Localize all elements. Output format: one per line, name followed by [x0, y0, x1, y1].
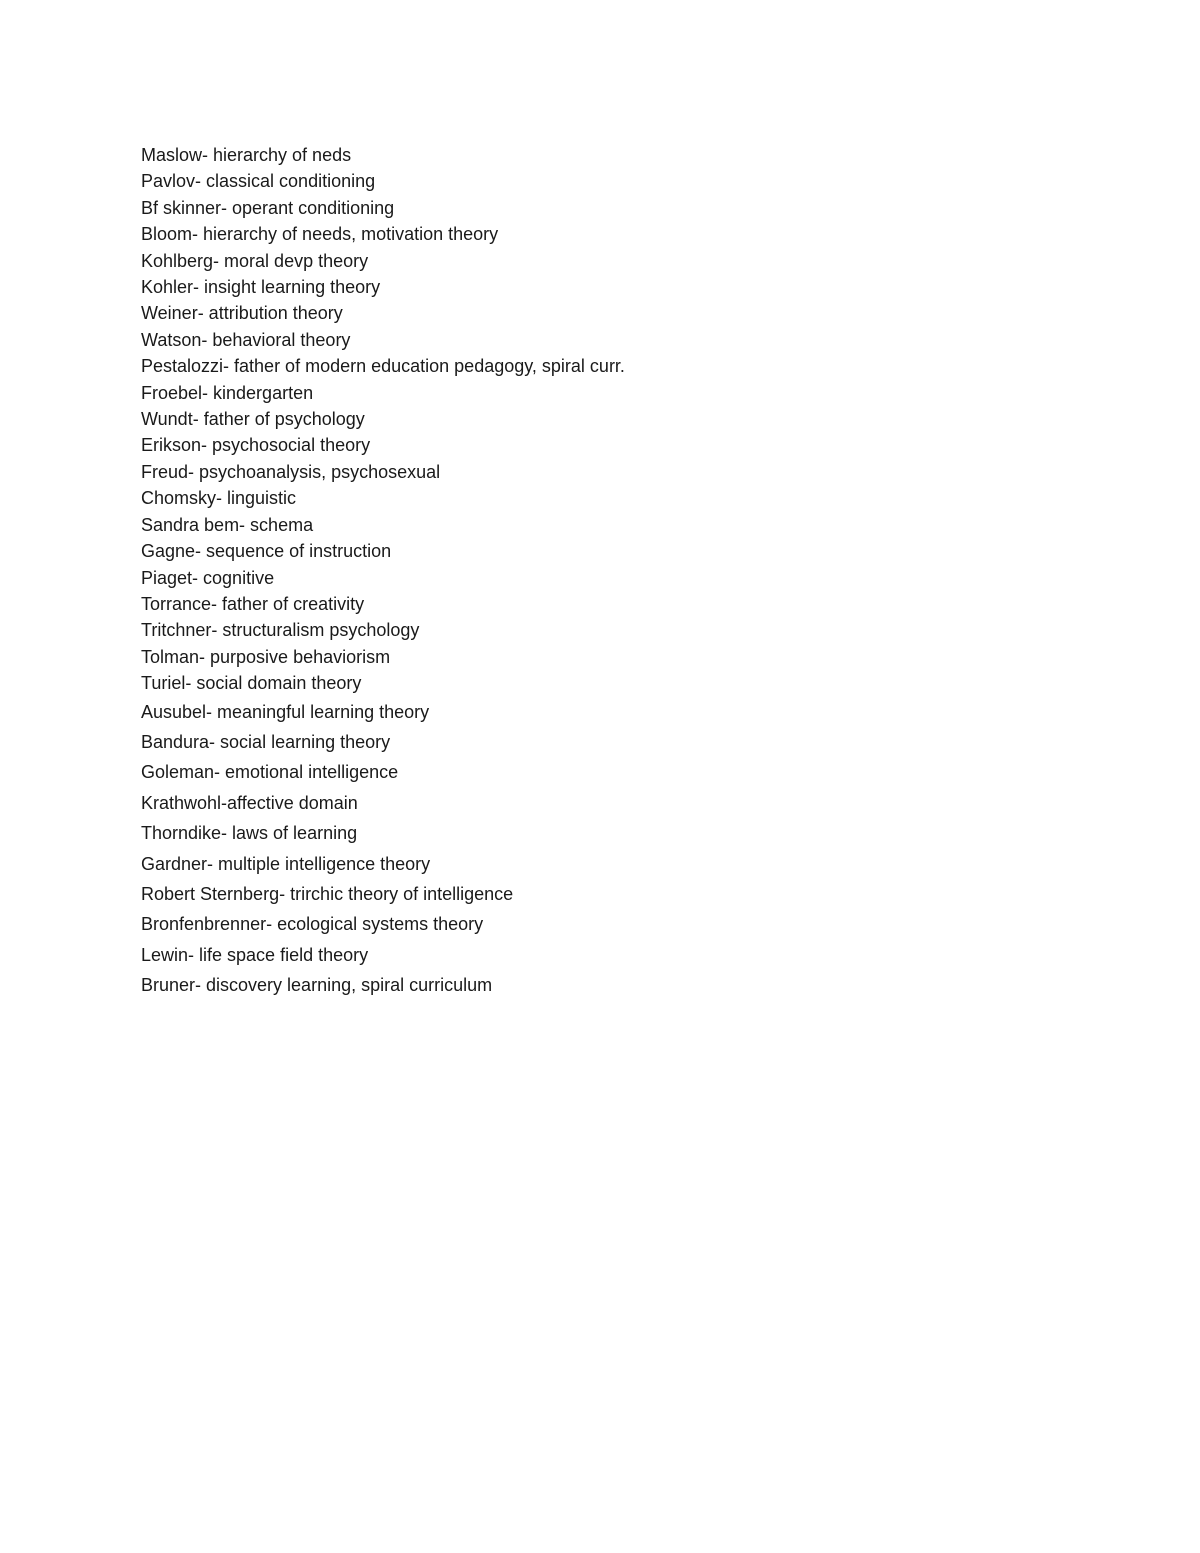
theorist-list	[141, 142, 625, 1001]
list-line: Tritchner- structuralism psychology	[141, 620, 420, 641]
list-line: Bf skinner- operant conditioning	[141, 197, 395, 218]
list-line: Pavlov- classical conditioning	[141, 171, 376, 192]
list-line: Piaget- cognitive	[141, 567, 275, 588]
list-line: Maslow- hierarchy of neds	[141, 145, 352, 165]
list-line: Robert Sternberg- trirchic theory of intelligence	[141, 883, 514, 904]
list-line: Goleman- emotional intelligence	[141, 762, 399, 783]
list-line: Ausubel- meaningful learning theory	[141, 701, 430, 722]
list-line: Chomsky- linguistic	[141, 488, 297, 509]
list-line: Lewin- life space field theory	[141, 944, 369, 965]
list-line: Pestalozzi- father of modern education pedagogy, spiral curr.	[141, 356, 625, 377]
list-line: Thorndike- laws of learning	[141, 823, 358, 844]
list-line: Froebel- kindergarten	[141, 382, 314, 403]
list-line: Kohlberg- moral devp theory	[141, 250, 369, 271]
list-line: Torrance- father of creativity	[141, 593, 365, 614]
list-line: Tolman- purposive behaviorism	[141, 646, 391, 667]
list-line: Bandura- social learning theory	[141, 731, 391, 752]
list-line: Gagne- sequence of instruction	[141, 541, 392, 562]
list-line: Sandra bem- schema	[141, 514, 314, 535]
list-line: Erikson- psychosocial theory	[141, 435, 371, 456]
list-line: Turiel- social domain theory	[141, 673, 362, 694]
list-line: Watson- behavioral theory	[141, 329, 351, 350]
list-line: Wundt- father of psychology	[141, 409, 365, 430]
list-line: Bloom- hierarchy of needs, motivation theory	[141, 224, 499, 245]
list-line: Krathwohl-affective domain	[141, 792, 358, 813]
list-line: Freud- psychoanalysis, psychosexual	[141, 461, 441, 482]
list-line: Weiner- attribution theory	[141, 303, 343, 324]
list-line: Gardner- multiple intelligence theory	[141, 853, 431, 874]
list-line: Bruner- discovery learning, spiral curriculum	[141, 975, 493, 996]
list-line: Kohler- insight learning theory	[141, 277, 381, 298]
list-line: Bronfenbrenner- ecological systems theory	[141, 914, 484, 935]
